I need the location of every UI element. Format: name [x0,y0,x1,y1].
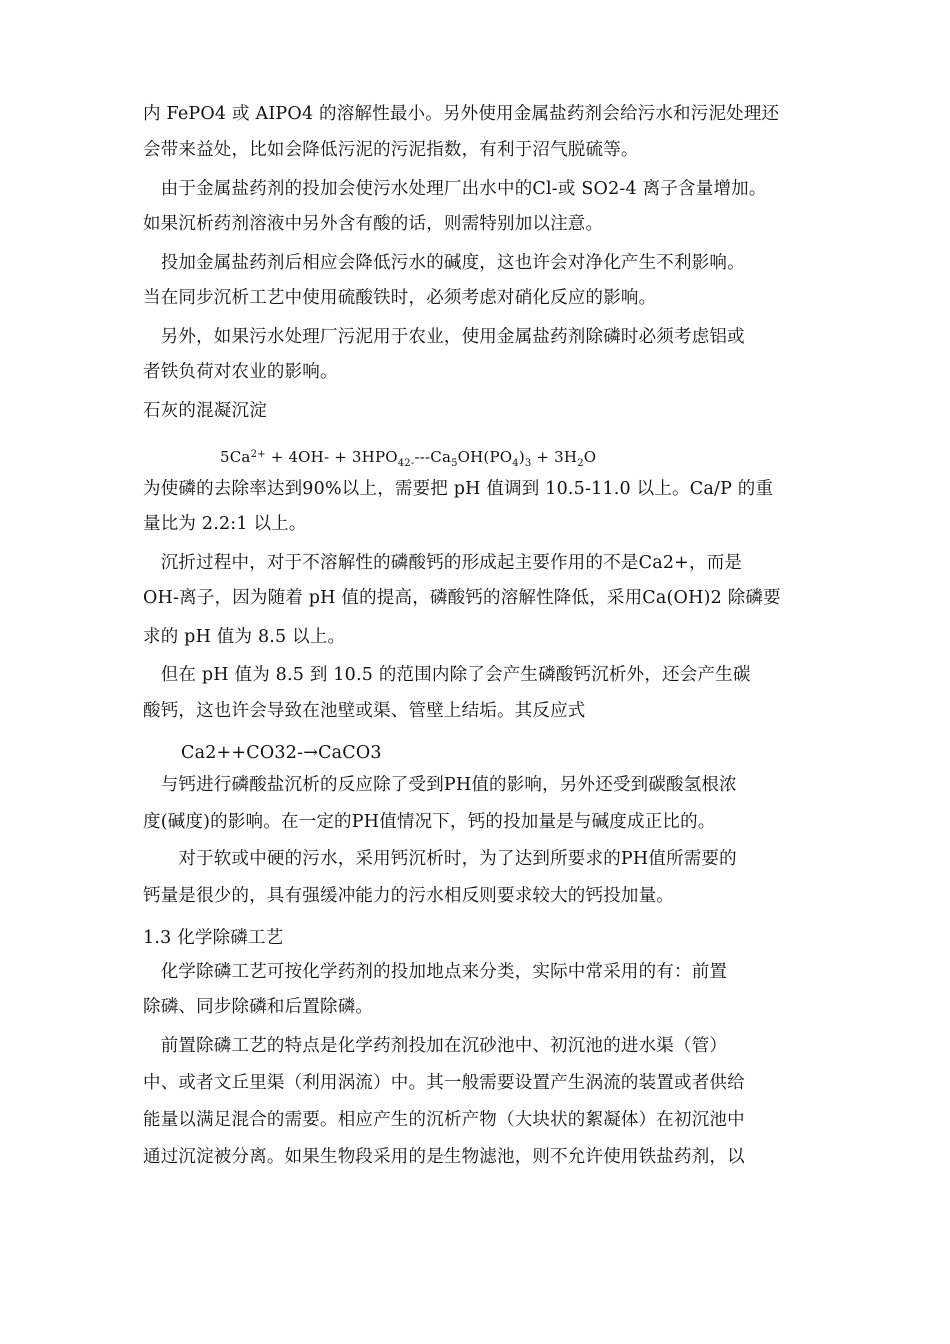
text-line: 对于软或中硬的污水，采用钙沉析时，为了达到所要求的PH值所需要的 [143,849,737,869]
text-line: 内 FePO4 或 AIPO4 的溶解性最小。另外使用金属盐药剂会给污水和污泥处理还 [143,104,780,124]
section-subtitle: 石灰的混凝沉淀 [143,401,267,421]
text-line: 中、或者文丘里渠（利用涡流）中。其一般需要设置产生涡流的装置或者供给 [143,1073,745,1093]
text-line: 由于金属盐药剂的投加会使污水处理厂出水中的Cl-或 SO2-4 离子含量增加。 [143,179,767,199]
text-line: 与钙进行磷酸盐沉析的反应除了受到PH值的影响，另外还受到碳酸氢根浓 [143,775,737,795]
text-line: 前置除磷工艺的特点是化学药剂投加在沉砂池中、初沉池的进水渠（管） [143,1036,728,1056]
chemical-equation: $5Ca^{2+} + 4OH- + 3HPO_{42-}---Ca_5OH(PO_4)_3 + 3H_2O$ [220,448,597,469]
text-line: 者铁负荷对农业的影响。 [143,362,338,382]
text-line: 除磷、同步除磷和后置除磷。 [143,997,374,1017]
text-line: 化学除磷工艺可按化学药剂的投加地点来分类，实际中常采用的有：前置 [143,962,728,982]
text-line: 会带来益处，比如会降低污泥的污泥指数，有利于沼气脱硫等。 [143,140,639,160]
text-line: 沉折过程中，对于不溶解性的磷酸钙的形成起主要作用的不是Ca2+，而是 [143,553,743,573]
text-line: 另外，如果污水处理厂污泥用于农业，使用金属盐药剂除磷时必须考虑铝或 [143,327,745,347]
text-line: 通过沉淀被分离。如果生物段采用的是生物滤池，则不允许使用铁盐药剂，以 [143,1147,745,1167]
text-line: 投加金属盐药剂后相应会降低污水的碱度，这也许会对净化产生不利影响。 [143,253,745,273]
text-line: OH-离子，因为随着 pH 值的提高，磷酸钙的溶解性降低，采用Ca(OH)2 除磷要 [143,588,781,608]
text-line: 度(碱度)的影响。在一定的PH值情况下，钙的投加量是与碱度成正比的。 [143,812,716,832]
text-line: 钙量是很少的，具有强缓冲能力的污水相反则要求较大的钙投加量。 [143,886,674,906]
text-line: 能量以满足混合的需要。相应产生的沉析产物（大块状的絮凝体）在初沉池中 [143,1110,745,1130]
text-line: 但在 pH 值为 8.5 到 10.5 的范围内除了会产生磷酸钙沉析外，还会产生碳 [143,665,751,685]
text-line: 为使磷的去除率达到90%以上，需要把 pH 值调到 10.5-11.0 以上。Ca/P 的重 [143,479,774,499]
text-line: 如果沉析药剂溶液中另外含有酸的话，则需特别加以注意。 [143,214,604,234]
section-heading: 1.3 化学除磷工艺 [143,928,284,948]
text-line: 当在同步沉析工艺中使用硫酸铁时，必须考虑对硝化反应的影响。 [143,288,657,308]
text-line: 酸钙，这也许会导致在池壁或渠、管壁上结垢。其反应式 [143,701,586,721]
reaction-formula: Ca2++CO32-→CaCO3 [181,743,382,763]
text-line: 求的 pH 值为 8.5 以上。 [143,627,346,647]
text-line: 量比为 2.2:1 以上。 [143,514,307,534]
